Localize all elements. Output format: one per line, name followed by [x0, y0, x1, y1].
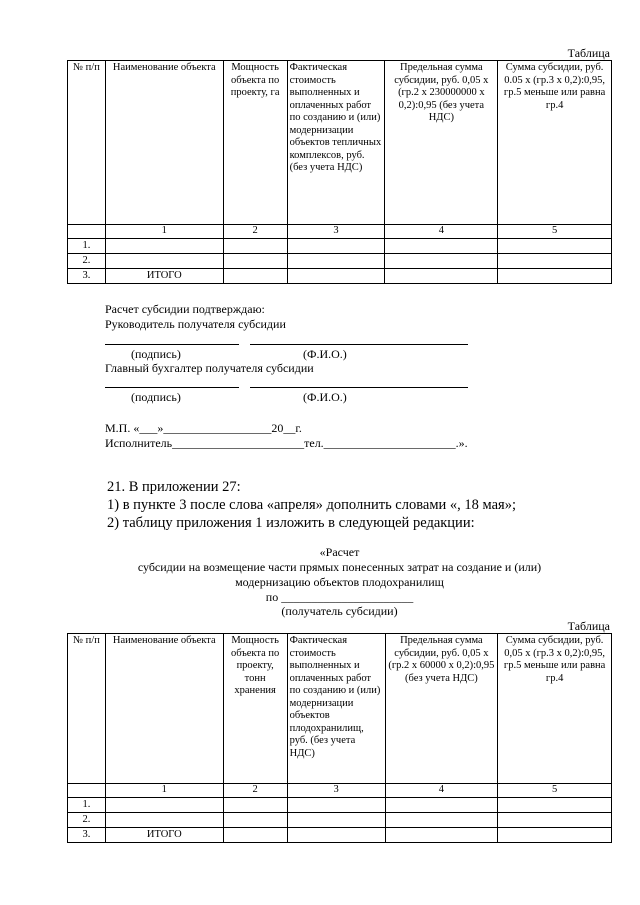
row-number: 1. [68, 798, 106, 813]
table-row [68, 254, 612, 269]
table2-number-row [68, 784, 612, 798]
row-number: 3. [68, 269, 106, 284]
table-row [68, 813, 612, 828]
table2-col-number: 1 [105, 784, 223, 798]
form-title-1: «Расчет [319, 545, 360, 559]
row-number: 3. [68, 828, 106, 843]
row-name: ИТОГО [105, 269, 223, 284]
amendment-item-1: 1) в пункте 3 после слова «апреля» дополнить словами «, 18 мая»; [107, 497, 516, 513]
row-number: 2. [68, 254, 106, 269]
table2-col-number: 4 [385, 784, 498, 798]
head-fio-label: (Ф.И.О.) [303, 347, 347, 361]
table2-header-capacity: Мощность объекта по проекту, тонн хранения [223, 634, 287, 784]
table1-col-number: 2 [223, 225, 287, 239]
table-row [68, 828, 612, 843]
table1-col-number: 3 [287, 225, 385, 239]
table1-col-number: 5 [498, 225, 612, 239]
stamp-date-line: М.П. «___»__________________20__г. [105, 421, 302, 435]
table1-col-number: 4 [385, 225, 498, 239]
table2-header-limit: Предельная сумма субсидии, руб. 0,05 x (гр.2 x 60000 x 0,2):0,95 (без учета НДС) [385, 634, 498, 784]
table-row [68, 798, 612, 813]
form-title-2: субсидии на возмещение части прямых понесенных затрат на создание и (или) [137, 560, 542, 574]
table2-header-name: Наименование объекта [105, 634, 223, 784]
head-sign-line [105, 344, 239, 345]
table2-header-cost: Фактическая стоимость выполненных и оплаченных работ по созданию и (или) модернизации объектов плодохранилищ, руб. (без учета НДС) [287, 634, 385, 784]
table1-header-limit: Предельная сумма субсидии, руб. 0,05 x (гр.2 x 230000000 x 0,2):0,95 (без учета НДС) [385, 61, 498, 225]
amendment-title: 21. В приложении 27: [107, 479, 241, 495]
accountant-sign-line [105, 387, 239, 388]
table2-col-number: 3 [287, 784, 385, 798]
table1-caption: Таблица [567, 46, 610, 60]
form-recipient-label: (получатель субсидии) [281, 604, 398, 618]
table2-caption: Таблица [567, 619, 610, 633]
form-recipient-line: по ______________________ [265, 590, 414, 604]
head-sign-label: (подпись) [131, 347, 181, 361]
table2 [67, 633, 612, 843]
table2-col-number: 5 [498, 784, 612, 798]
head-label: Руководитель получателя субсидии [105, 317, 286, 331]
table1 [67, 60, 612, 284]
accountant-fio-line [250, 387, 468, 388]
executor-line: Исполнитель______________________тел.______________________.». [105, 436, 468, 450]
table1-header-row [68, 61, 612, 225]
row-name: ИТОГО [105, 828, 223, 843]
form-title-3: модернизацию объектов плодохранилищ [235, 575, 444, 589]
table2-header-no: № п/п [68, 634, 106, 784]
table-row [68, 239, 612, 254]
table1-header-subsidy: Сумма субсидии, руб. 0.05 x (гр.3 x 0,2):0,95, гр.5 меньше или равна гр.4 [498, 61, 612, 225]
row-number: 2. [68, 813, 106, 828]
table1-header-name: Наименование объекта [105, 61, 223, 225]
table1-number-row [68, 225, 612, 239]
head-fio-line [250, 344, 468, 345]
table2-header-row [68, 634, 612, 784]
accountant-sign-label: (подпись) [131, 390, 181, 404]
accountant-label: Главный бухгалтер получателя субсидии [105, 361, 314, 375]
row-number: 1. [68, 239, 106, 254]
amendment-item-2: 2) таблицу приложения 1 изложить в следующей редакции: [107, 515, 475, 531]
confirm-text: Расчет субсидии подтверждаю: [105, 302, 265, 316]
table1-col-number: 1 [105, 225, 223, 239]
table2-header-subsidy: Сумма субсидии, руб. 0,05 x (гр.3 x 0,2):0,95, гр.5 меньше или равна гр.4 [498, 634, 612, 784]
table1-header-cost: Фактическая стоимость выполненных и оплаченных работ по созданию и (или) модернизации объектов тепличных комплексов, руб. (без учета НДС) [287, 61, 385, 225]
table2-col-number: 2 [223, 784, 287, 798]
table-row [68, 269, 612, 284]
table1-header-no: № п/п [68, 61, 106, 225]
table1-header-capacity: Мощность объекта по проекту, га [223, 61, 287, 225]
accountant-fio-label: (Ф.И.О.) [303, 390, 347, 404]
